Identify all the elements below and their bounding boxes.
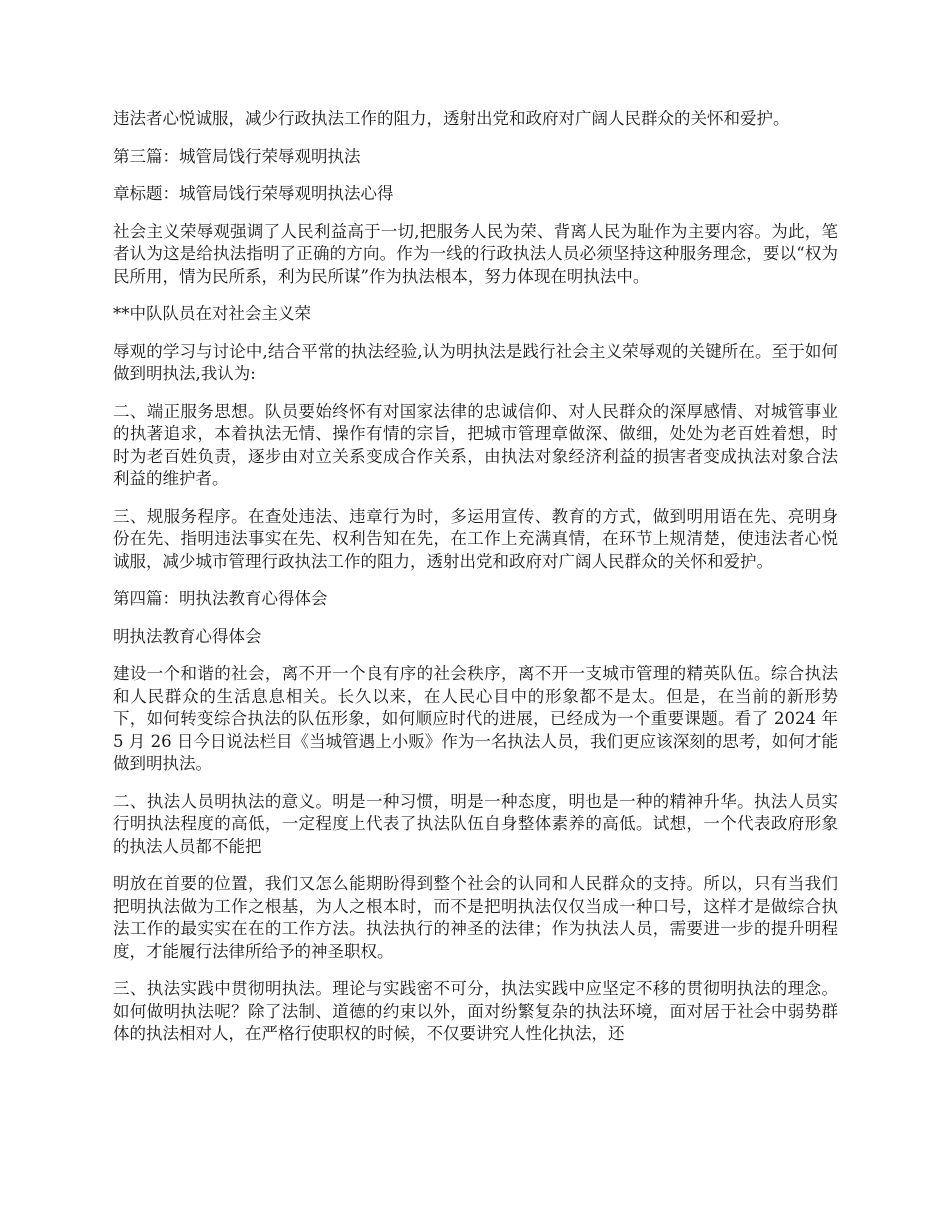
section-title-part-3: 第三篇：城管局饯行荣辱观明执法 bbox=[113, 146, 361, 166]
paragraph: 明放在首要的位置，我们又怎么能期盼得到整个社会的认同和人民群众的支持。所以，只有当我们把明执法做为工作之根基，为人之根本时，而不是把明执法仅仅当成一种口号，这样才是做综合执法工作的最实实在在的工作方法。执法执行的神圣的法律；作为执法人员，需要进一步的提升明程度，才能履行法律所给予的神圣职权。 bbox=[113, 874, 838, 961]
paragraph: 三、执法实践中贯彻明执法。理论与实践密不可分，执法实践中应坚定不移的贯彻明执法的理念。如何做明执法呢？除了法制、道德的约束以外，面对纷繁复杂的执法环境，面对居于社会中弱势群体的执法相对人，在严格行使职权的时候，不仅要讲究人性化执法，还 bbox=[113, 979, 838, 1043]
paragraph: 三、规服务程序。在查处违法、违章行为时，多运用宣传、教育的方式，做到明用语在先、亮明身份在先、指明违法事实在先、权利告知在先，在工作上充满真情，在环节上规清楚，使违法者心悦诚服，减少城市管理行政执法工作的阻力，透射出党和政府对广阔人民群众的关怀和爱护。 bbox=[113, 506, 838, 571]
article-title: 明执法教育心得体会 bbox=[113, 626, 262, 646]
section-title-part-4: 第四篇：明执法教育心得体会 bbox=[113, 589, 328, 608]
paragraph: 社会主义荣辱观强调了人民利益高于一切,把服务人民为荣、背离人民为耻作为主要内容。为此，笔者认为这是给执法指明了正确的方向。作为一线的行政执法人员必须坚持这种服务理念，要以“权为民所用，情为民所系，利为民所谋”作为执法根本，努力体现在明执法中。 bbox=[113, 221, 838, 286]
paragraph-continuation: 违法者心悦诚服，减少行政执法工作的阻力，透射出党和政府对广阔人民群众的关怀和爱护。 bbox=[113, 109, 790, 128]
chapter-title: 章标题：城管局饯行荣辱观明执法心得 bbox=[113, 184, 394, 203]
paragraph: 二、执法人员明执法的意义。明是一种习惯，明是一种态度，明也是一种的精神升华。执法人员实行明执法程度的高低，一定程度上代表了执法队伍自身整体素养的高低。试想，一个代表政府形象的执法人员都不能把 bbox=[113, 791, 838, 856]
paragraph: **中队队员在对社会主义荣 bbox=[113, 304, 311, 323]
paragraph: 二、端正服务思想。队员要始终怀有对国家法律的忠诚信仰、对人民群众的深厚感情、对城管事业的执著追求，本着执法无情、操作有情的宗旨，把城市管理章做深、做细，处处为老百姓着想，时时为老百姓负责，逐步由对立关系变成合作关系，由执法对象经济利益的损害者变成执法对象合法利益的维护者。 bbox=[113, 401, 838, 488]
paragraph: 辱观的学习与讨论中,结合平常的执法经验,认为明执法是践行社会主义荣辱观的关键所在。至于如何做到明执法,我认为: bbox=[113, 341, 838, 383]
document-body bbox=[113, 108, 838, 1061]
paragraph: 建设一个和谐的社会，离不开一个良有序的社会秩序，离不开一支城市管理的精英队伍。综合执法和人民群众的生活息息相关。长久以来，在人民心目中的形象都不是太。但是，在当前的新形势下，如何转变综合执法的队伍形象，如何顺应时代的进展，已经成为一个重要课题。看了 2024 年 5 月 26 日今日说法栏目《当城管遇上小贩》作为一名执法人员，我们更应该深刻的思考，如何才能做到明执法。 bbox=[113, 664, 838, 773]
